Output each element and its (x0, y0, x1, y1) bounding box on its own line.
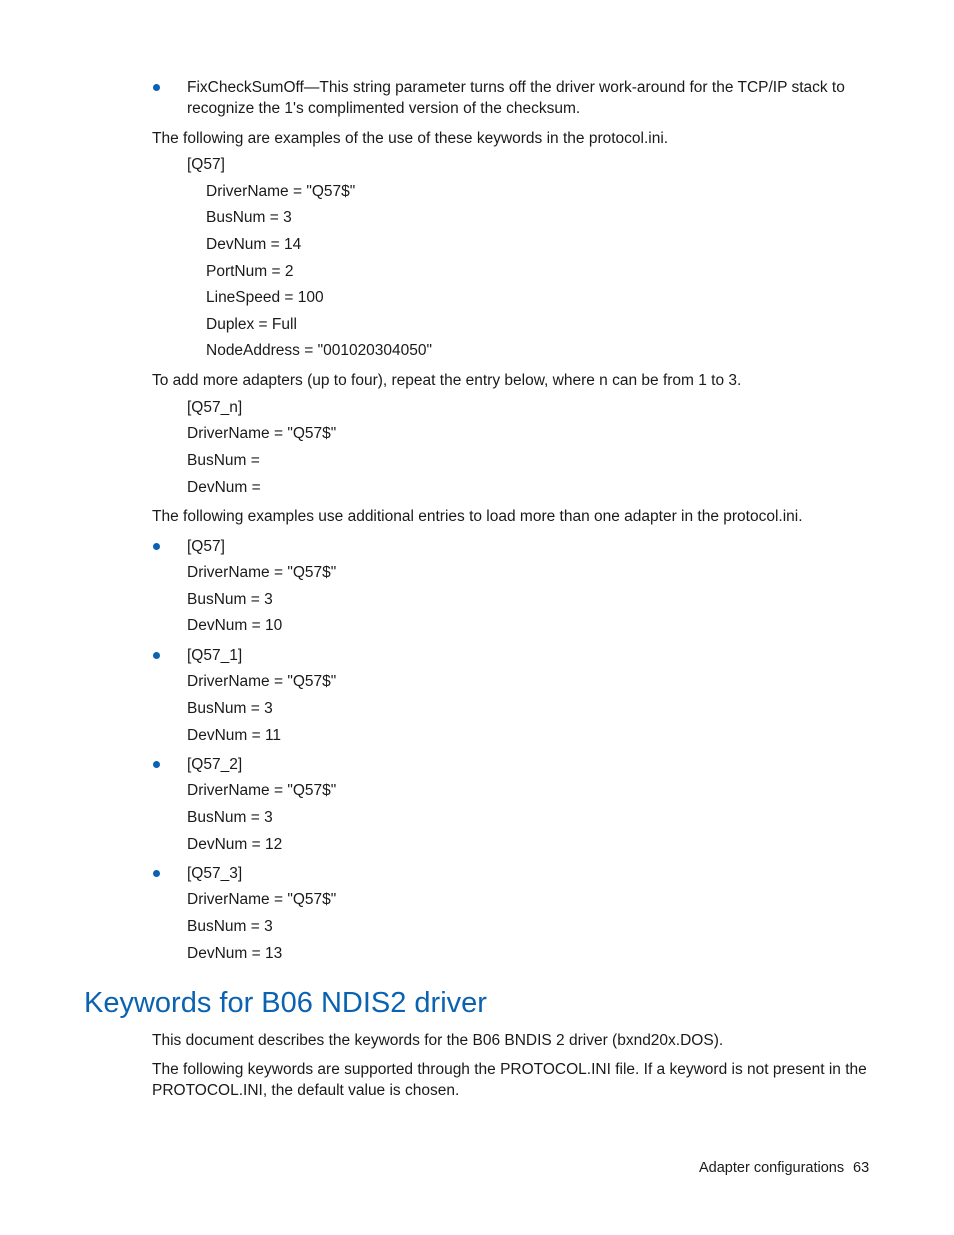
paragraph: The following are examples of the use of these keywords in the protocol.ini. (152, 130, 669, 147)
code-line: BusNum = 3 (187, 809, 273, 826)
code-line: DriverName = "Q57$" (187, 673, 337, 690)
code-line: DriverName = "Q57$" (187, 782, 337, 799)
code-section-header: [Q57] (187, 156, 225, 173)
code-section-header: [Q57] (187, 538, 225, 555)
code-line: NodeAddress = "001020304050" (206, 342, 433, 359)
code-line: DriverName = "Q57$" (187, 891, 337, 908)
code-line: DriverName = "Q57$" (187, 564, 337, 581)
page-number: 63 (853, 1160, 870, 1176)
bullet-icon (153, 543, 160, 550)
code-section-header: [Q57_2] (187, 756, 243, 773)
bullet-icon (153, 761, 160, 768)
code-line: DevNum = 12 (187, 836, 283, 853)
code-line: BusNum = 3 (206, 209, 292, 226)
bullet-icon (153, 652, 160, 659)
code-line: BusNum = 3 (187, 918, 273, 935)
bullet-icon (153, 84, 160, 91)
bullet-text-line: FixCheckSumOff—This string parameter turns off the driver work-around for the TCP/IP stack to (187, 79, 845, 96)
paragraph: This document describes the keywords for the B06 BNDIS 2 driver (bxnd20x.DOS). (152, 1032, 724, 1049)
code-line: PortNum = 2 (206, 263, 294, 280)
code-line: LineSpeed = 100 (206, 289, 324, 306)
section-heading: Keywords for B06 NDIS2 driver (84, 987, 487, 1019)
paragraph: To add more adapters (up to four), repeat the entry below, where n can be from 1 to 3. (152, 372, 742, 389)
footer-section-title: Adapter configurations (699, 1160, 845, 1176)
code-line: DevNum = (187, 479, 261, 496)
code-line: DevNum = 10 (187, 617, 283, 634)
code-line: [Q57_n] (187, 399, 243, 416)
bullet-icon (153, 870, 160, 877)
paragraph-line: The following keywords are supported through the PROTOCOL.INI file. If a keyword is not present in the (152, 1061, 867, 1078)
code-section-header: [Q57_3] (187, 865, 243, 882)
bullet-text-line: recognize the 1's complimented version of the checksum. (187, 100, 581, 117)
code-line: DriverName = "Q57$" (206, 183, 356, 200)
code-section-header: [Q57_1] (187, 647, 243, 664)
code-line: BusNum = 3 (187, 591, 273, 608)
code-line: Duplex = Full (206, 316, 297, 333)
code-line: DevNum = 11 (187, 727, 282, 744)
code-line: DevNum = 13 (187, 945, 283, 962)
code-line: BusNum = (187, 452, 260, 469)
code-line: DevNum = 14 (206, 236, 302, 253)
paragraph: The following examples use additional entries to load more than one adapter in the protocol.ini. (152, 508, 803, 525)
code-line: BusNum = 3 (187, 700, 273, 717)
paragraph-line: PROTOCOL.INI, the default value is chosen. (152, 1082, 460, 1099)
code-line: DriverName = "Q57$" (187, 425, 337, 442)
